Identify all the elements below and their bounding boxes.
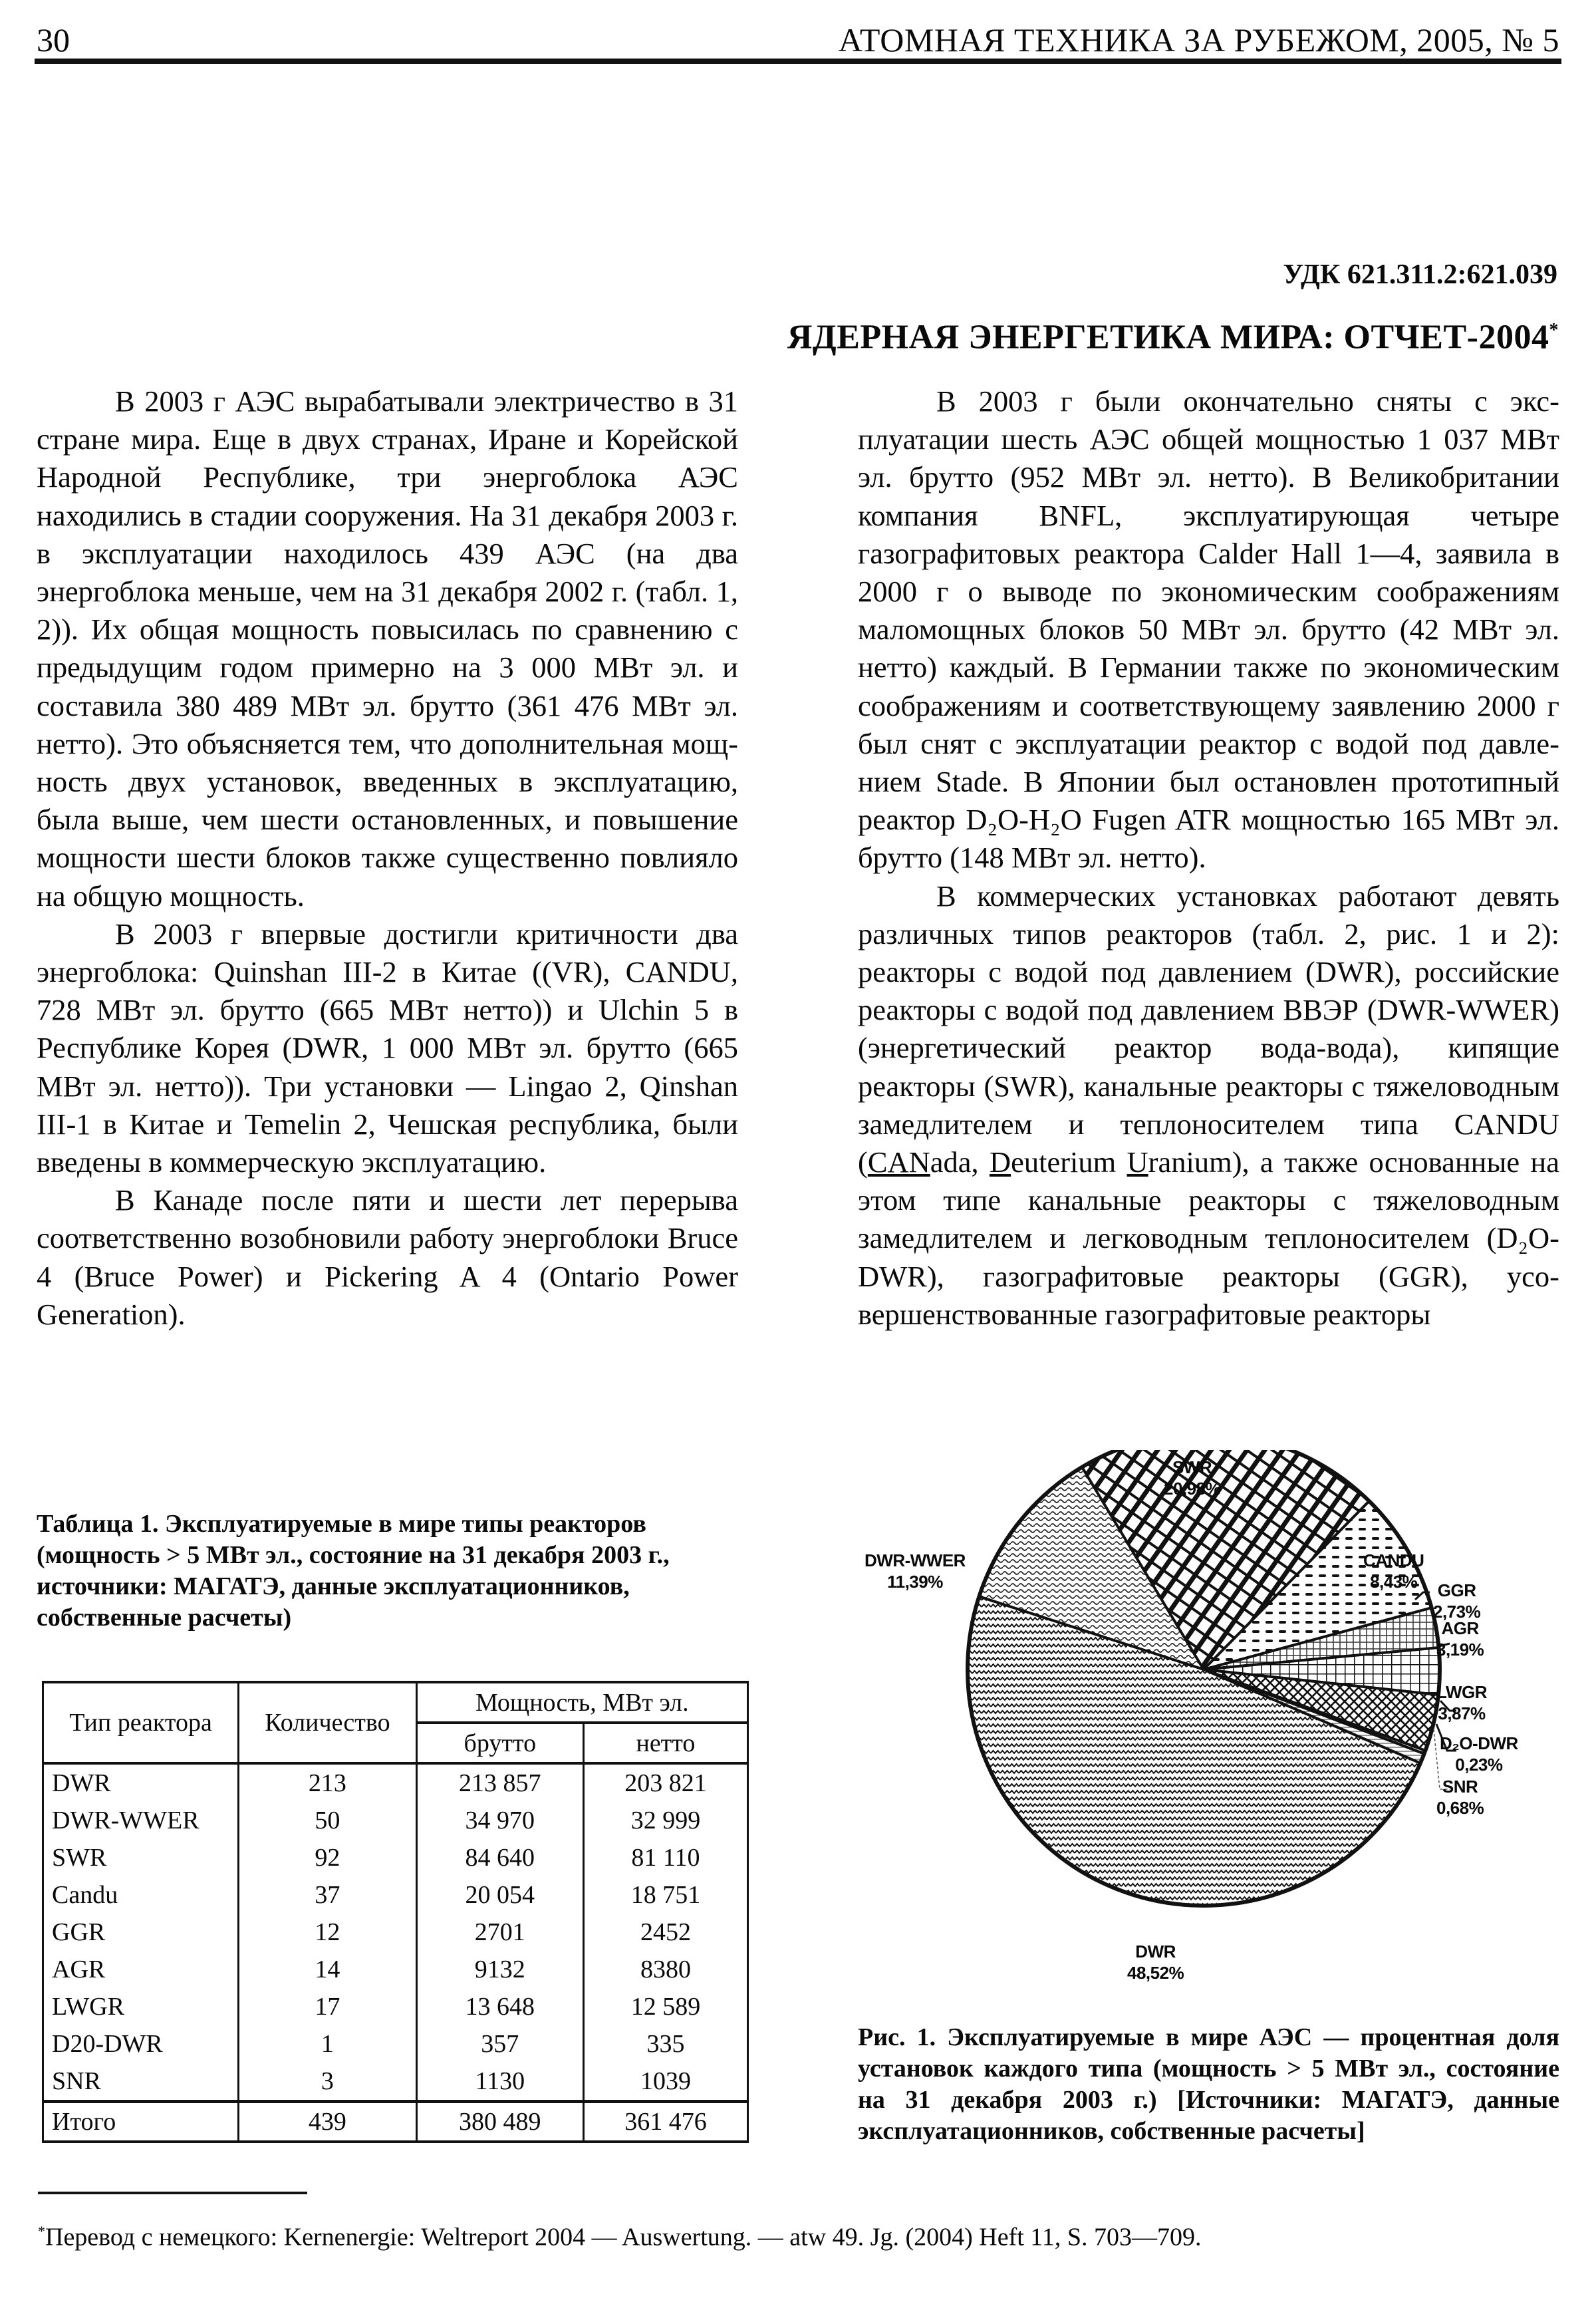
table-row — [43, 1839, 748, 1876]
pie-label-candu: CANDU 8,43% — [1363, 1550, 1424, 1592]
cell-type: AGR — [43, 1951, 239, 1988]
cell-type: SNR — [43, 2063, 239, 2102]
table-row — [43, 1802, 748, 1839]
cell-count: 50 — [239, 1802, 417, 1839]
cell-type: DWR-WWER — [43, 1802, 239, 1839]
table-row — [43, 2025, 748, 2063]
left-column — [37, 382, 738, 1334]
cell-type: GGR — [43, 1914, 239, 1951]
cell-count: 12 — [239, 1914, 417, 1951]
table-row — [43, 1988, 748, 2025]
cell-count: 439 — [239, 2102, 417, 2142]
paragraph — [858, 877, 1559, 1334]
page-number: 30 — [37, 21, 70, 59]
header-count: Количество — [239, 1682, 417, 1763]
footnote-text: Перевод с немецкого: Kernenergie: Weltreport 2004 — Auswertung. — atw 49. Jg. (2004) Heft 11, S. 703—709. — [45, 2223, 1202, 2251]
table-row — [43, 1914, 748, 1951]
reactor-types-table — [42, 1681, 749, 2143]
paragraph: В 2003 г АЭС вырабатывали электричество в 31 стране мира. Еще в двух странах, Иране и Корейской Народной Республике, три энергоблока АЭС находились в стадии сооружения. На 31 декабря 2003 г. в эксплуатации находилось 439 АЭС (на два энергоблока меньше, чем на 31 декабря 2002 г. (табл. 1, 2)). Их общая мощность повысилась по сравнению с предыдущим годом примерно на 3 000 МВт эл. и составила 380 489 МВт эл. брутто (361 476 МВт эл. нетто). Это объясняется тем, что дополнительная мощность двух установок, введенных в эксплуатацию, была выше, чем шести остановленных, и повышение мощности шести блоков также существенно повлияло на общую мощность. — [37, 384, 738, 913]
cell-gross: 380 489 — [416, 2102, 583, 2142]
pie-label-ggr: GGR 2,73% — [1433, 1580, 1481, 1622]
pie-label-d2o-dwr: D₂O-DWR 0,23% — [1440, 1733, 1518, 1775]
pie-label-dwr-wwer: DWR-WWER 11,39% — [864, 1550, 966, 1592]
cell-gross: 213 857 — [416, 1763, 583, 1802]
right-column — [858, 382, 1559, 1334]
footnote-mark: * — [38, 2223, 45, 2240]
header-type: Тип реактора — [43, 1682, 239, 1763]
cell-net: 81 110 — [583, 1839, 747, 1876]
cell-gross: 357 — [416, 2025, 583, 2063]
cell-count: 92 — [239, 1839, 417, 1876]
pie-label-dwr: DWR 48,52% — [1127, 1942, 1184, 1983]
cell-type: DWR — [43, 1763, 239, 1802]
footnote-rule — [38, 2192, 307, 2194]
cell-count: 37 — [239, 1876, 417, 1914]
journal-title: АТОМНАЯ ТЕХНИКА ЗА РУБЕЖОМ, 2005, № 5 — [838, 21, 1559, 59]
cell-gross: 13 648 — [416, 1988, 583, 2025]
cell-net: 32 999 — [583, 1802, 747, 1839]
cell-type: Candu — [43, 1876, 239, 1914]
footnote — [38, 2215, 1202, 2254]
cell-type: LWGR — [43, 1988, 239, 2025]
article-title — [787, 307, 1559, 361]
cell-net: 18 751 — [583, 1876, 747, 1914]
cell-type: Итого — [43, 2102, 239, 2142]
table-caption: Таблица 1. Эксплуатируемые в мире типы реакторов (мощность > 5 МВт эл., состояние на 31 декабря 2003 г., источники: МАГАТЭ, данные эксплуатационников, собственные расчеты) — [37, 1510, 670, 1632]
table-total-row — [43, 2102, 748, 2142]
cell-gross: 20 054 — [416, 1876, 583, 1914]
pie-chart — [851, 1450, 1583, 2009]
pie-label-agr: AGR 3,19% — [1436, 1618, 1484, 1660]
paragraph: В 2003 г впервые достигли критичности два энергоблока: Quinshan III-2 в Китае ((VR), CANDU, 728 МВт эл. брутто (665 МВт нетто)) и Ulchin 5 в Республике Корея (DWR, 1 000 МВт эл. брутто (665 МВт эл. нетто)). Три установки — Lingao 2, Qinshan III-1 в Китае и Temelin 2, Чешская республика, были введены в коммерческую эксплуатацию. — [37, 917, 738, 1179]
cell-net: 2452 — [583, 1914, 747, 1951]
table-row — [43, 1763, 748, 1802]
cell-count: 3 — [239, 2063, 417, 2102]
paragraph-text: ranium), а также основанные на этом типе канальные реакторы с тяжеловодным замедлителем и легководным теплоносителем (D₂O-DWR), газографитовые реакторы (GGR), усовершенствованные газографитовые реакторы — [858, 1145, 1559, 1331]
header-gross: брутто — [416, 1723, 583, 1763]
table-row — [43, 1876, 748, 1914]
cell-type: SWR — [43, 1839, 239, 1876]
figure-caption: Рис. 1. Эксплуатируемые в мире АЭС — процентная доля установок каждого типа (мощность > 5 МВт эл., состояние на 31 декабря 2003 г.) [Источники: МАГАТЭ, данные эксплуатационников, собственные расчеты] — [858, 2023, 1559, 2145]
cell-net: 8380 — [583, 1951, 747, 1988]
article-title-text: ЯДЕРНАЯ ЭНЕРГЕТИКА МИРА: ОТЧЕТ-2004 — [787, 318, 1549, 357]
table-row — [43, 1951, 748, 1988]
cell-net: 1039 — [583, 2063, 747, 2102]
table-row — [43, 2063, 748, 2102]
title-footnote-mark: * — [1549, 320, 1559, 341]
udk-code: УДК 621.311.2:621.039 — [1283, 259, 1557, 290]
underlined-text: U — [1127, 1145, 1148, 1179]
cell-gross: 2701 — [416, 1914, 583, 1951]
header-net: нетто — [583, 1723, 747, 1763]
header-power: Мощность, МВт эл. — [416, 1682, 747, 1723]
cell-gross: 9132 — [416, 1951, 583, 1988]
cell-net: 361 476 — [583, 2102, 747, 2142]
cell-net: 12 589 — [583, 1988, 747, 2025]
underlined-text: CAN — [867, 1145, 930, 1179]
paragraph: В Канаде после пяти и шести лет перерыва соответственно возобновили работу энергоблоки Bruce 4 (Bruce Power) и Pickering A 4 (Ontario Power Generation). — [37, 1183, 738, 1331]
cell-gross: 34 970 — [416, 1802, 583, 1839]
pie-label-swr: SWR 20,98% — [1164, 1457, 1221, 1499]
cell-net: 335 — [583, 2025, 747, 2063]
cell-type: D20-DWR — [43, 2025, 239, 2063]
cell-gross: 84 640 — [416, 1839, 583, 1876]
paragraph-text: euterium — [1011, 1145, 1127, 1179]
cell-count: 17 — [239, 1988, 417, 2025]
paragraph-text: В коммерческих установках работают девять различных типов реакторов (табл. 2, рис. 1 и 2): реакторы с водой под давлением (DWR), российские реакторы с водой под давлением ВВЭР (DWR-WWER) (энергетический реактор вода-вода), кипящие реакторы (SWR), канальные реакторы с тяжеловодным замедлителем и теплоносителем типа CANDU ( — [858, 879, 1559, 1179]
cell-count: 1 — [239, 2025, 417, 2063]
cell-count: 14 — [239, 1951, 417, 1988]
cell-gross: 1130 — [416, 2063, 583, 2102]
pie-chart-graphic — [851, 1450, 1583, 2009]
pie-label-snr: SNR 0,68% — [1436, 1777, 1484, 1818]
paragraph-text: ada, — [930, 1145, 990, 1179]
cell-net: 203 821 — [583, 1763, 747, 1802]
underlined-text: D — [989, 1145, 1011, 1179]
pie-label-lwgr: LWGR 3,87% — [1436, 1682, 1487, 1723]
header-rule — [35, 59, 1561, 64]
paragraph: В 2003 г были окончательно сняты с эксплуатации шесть АЭС общей мощностью 1 037 МВт эл. брутто (952 МВт эл. нетто). В Великобритании компания BNFL, эксплуатирующая четыре газографитовых реактора Calder Hall 1—4, заявила в 2000 г о выводе по экономическим соображениям маломощных блоков 50 МВт эл. брутто (42 МВт эл. нетто) каждый. В Германии также по экономическим соображениям и соответствующему заявлению 2000 г был снят с эксплуатации реактор с водой под давлением Stade. В Японии был остановлен прототипный реактор D₂O-H₂O Fugen ATR мощностью 165 МВт эл. брутто (148 МВт эл. нетто). — [858, 384, 1559, 875]
cell-count: 213 — [239, 1763, 417, 1802]
